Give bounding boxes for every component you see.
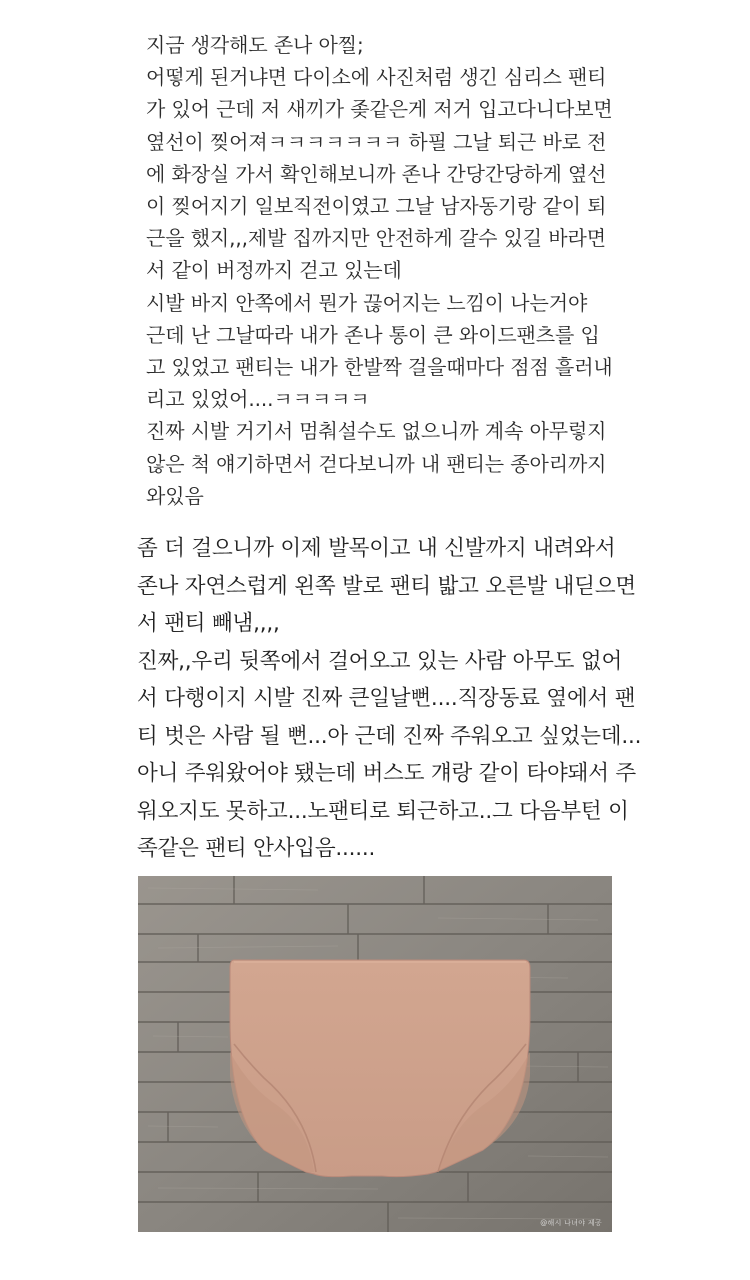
story-line: 티 벗은 사람 될 뻔...아 근데 진짜 주워오고 싶었는데...: [137, 723, 642, 749]
story-line: 고 있었고 팬티는 내가 한발짝 걸을때마다 점점 흘러내: [146, 355, 613, 380]
story-line: 아니 주워왔어야 됐는데 버스도 걔랑 같이 타야돼서 주: [137, 761, 636, 786]
story-line: 근을 했지,,,제발 집까지만 안전하게 갈수 있길 바라면: [146, 226, 606, 251]
story-line: 좀 더 걸으니까 이제 발목이고 내 신발까지 내려와서: [137, 536, 616, 561]
story-line: 리고 있었어....ㅋㅋㅋㅋㅋ: [146, 387, 370, 412]
underwear-photo-image: [138, 876, 612, 1232]
main-story-block: [137, 530, 642, 868]
quoted-story-block: [146, 29, 626, 512]
story-line: 이 찢어지기 일보직전이였고 그날 남자동기랑 같이 퇴: [146, 194, 607, 219]
story-line: 지금 생각해도 존나 아찔;: [146, 33, 364, 57]
story-line: 진짜 시발 거기서 멈춰설수도 없으니까 계속 아무렇지: [146, 419, 607, 444]
photo-watermark: @해시 나녀야 제공: [540, 1219, 602, 1227]
story-line: 에 화장실 가서 확인해보니까 존나 간당간당하게 옆선: [146, 161, 607, 186]
story-line: 존나 자연스럽게 왼쪽 발로 팬티 밟고 오른발 내딛으면: [137, 573, 636, 599]
underwear-photo: [138, 876, 612, 1232]
story-line: 서 팬티 빼냄,,,,: [137, 611, 280, 636]
story-line: 워오지도 못하고...노팬티로 퇴근하고..그 다음부턴 이: [137, 798, 629, 824]
story-line: 서 같이 버정까지 걷고 있는데: [146, 258, 402, 283]
story-line: 않은 척 얘기하면서 걷다보니까 내 팬티는 종아리까지: [146, 451, 607, 476]
story-line: 서 다행이지 시발 진짜 큰일날뻔....직장동료 옆에서 팬: [137, 686, 636, 711]
story-line: 근데 난 그날따라 내가 존나 통이 큰 와이드팬츠를 입: [146, 322, 600, 347]
story-line: 족같은 팬티 안사입음......: [137, 836, 376, 861]
story-line: 어떻게 된거냐면 다이소에 사진처럼 생긴 심리스 팬티: [146, 65, 607, 90]
story-line: 시발 바지 안쪽에서 뭔가 끊어지는 느낌이 나는거야: [146, 290, 588, 315]
story-line: 가 있어 근데 저 새끼가 좆같은게 저거 입고다니다보면: [146, 97, 613, 122]
story-line: 옆선이 찢어져ㅋㅋㅋㅋㅋㅋㅋ 하필 그날 퇴근 바로 전: [146, 129, 607, 154]
story-line: 진짜,,우리 뒷쪽에서 걸어오고 있는 사람 아무도 없어: [137, 648, 623, 674]
story-line: 와있음: [146, 483, 204, 508]
